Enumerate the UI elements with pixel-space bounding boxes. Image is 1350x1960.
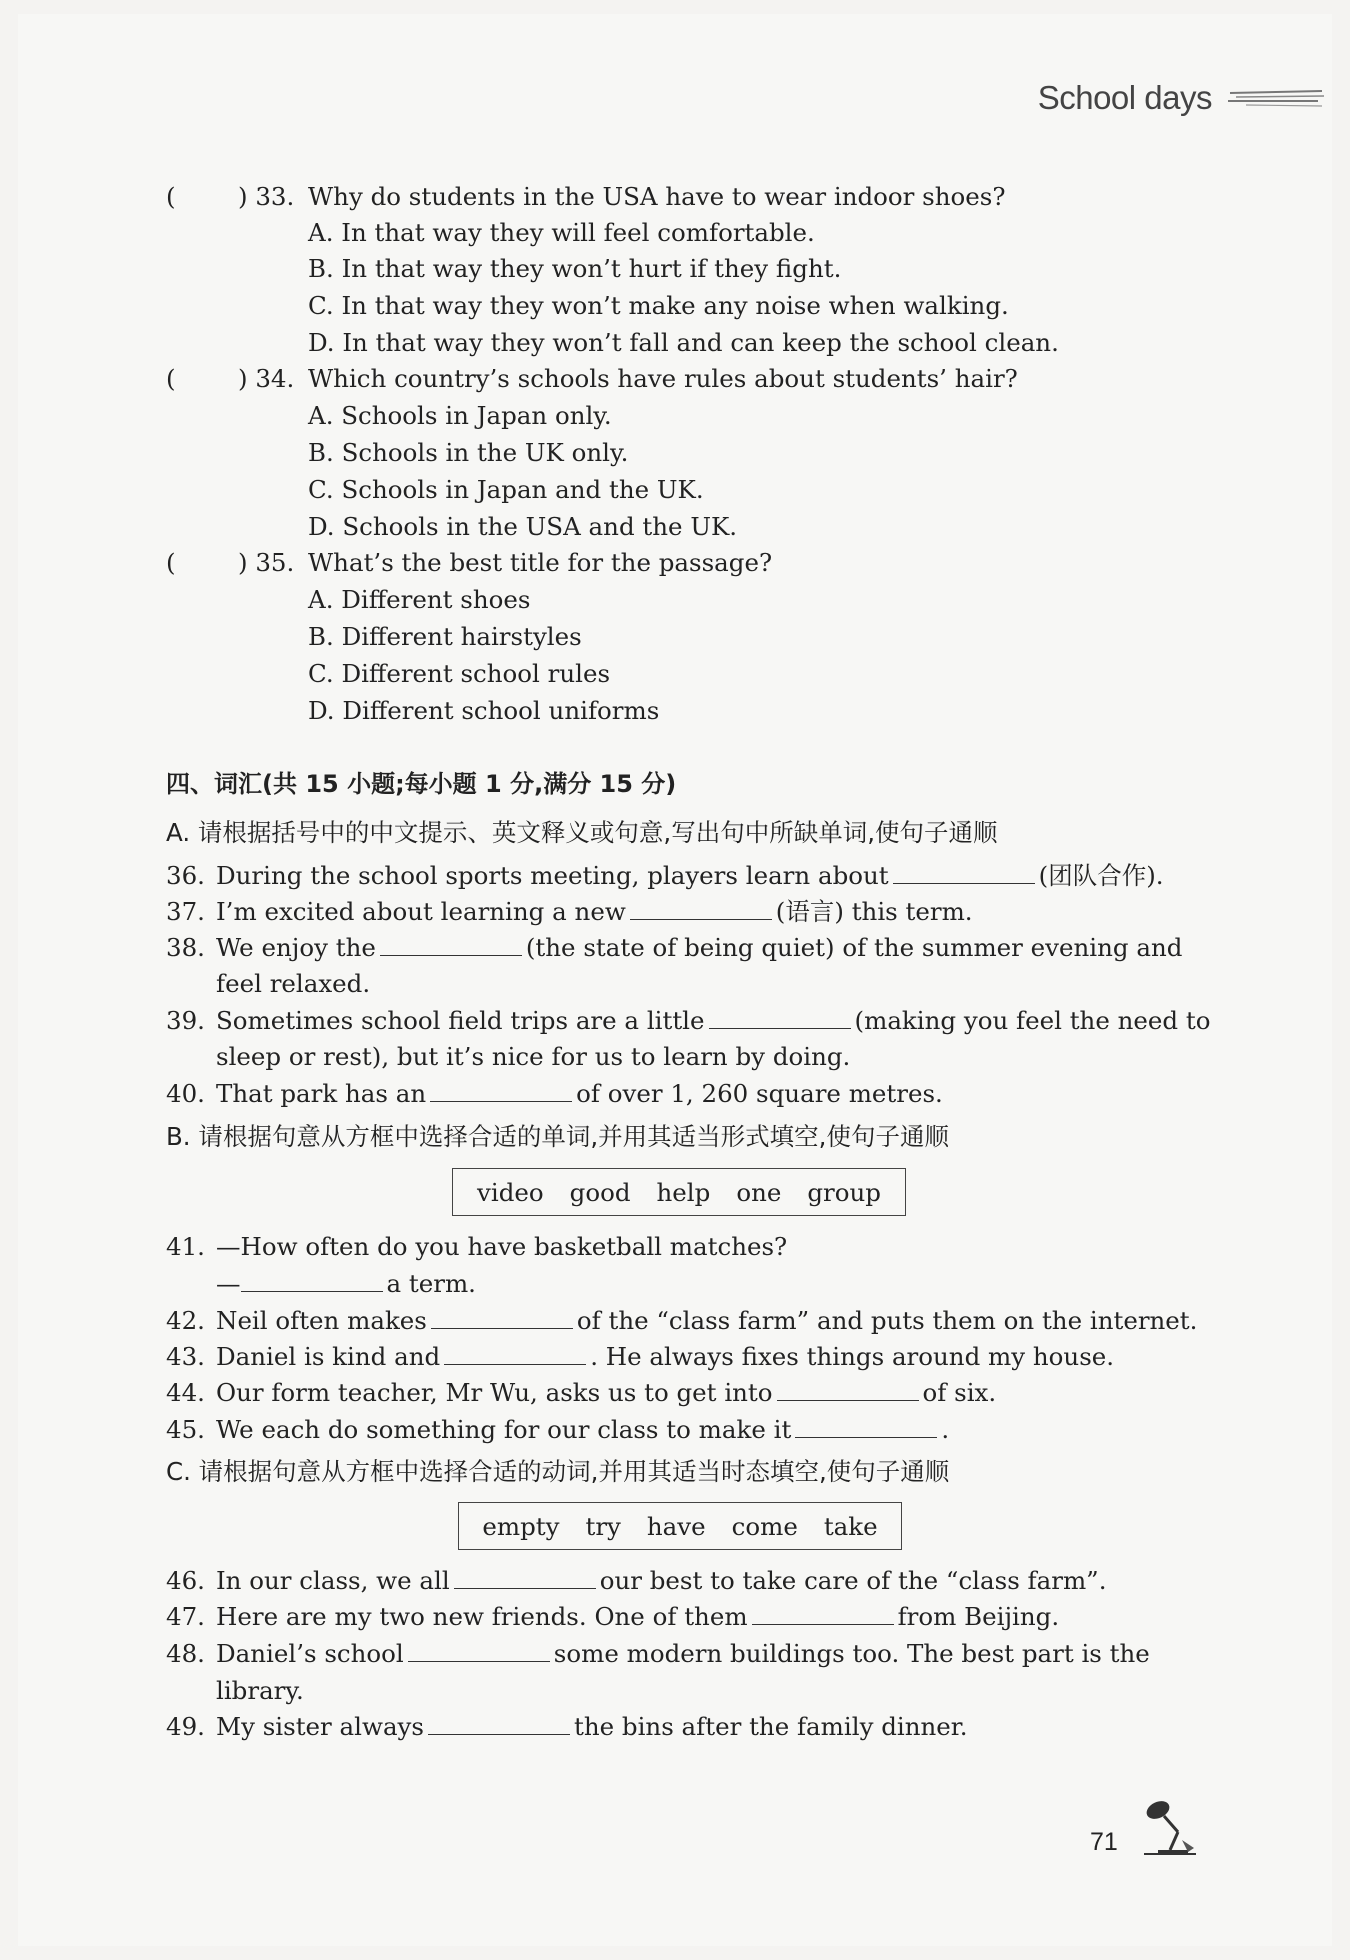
item-number: 40. <box>166 1079 205 1108</box>
item-41 <box>166 1231 787 1263</box>
word-option: try <box>585 1511 621 1541</box>
answer-blank[interactable] <box>408 1639 550 1662</box>
word-box-c <box>458 1502 902 1550</box>
item-text-before: Our form teacher, Mr Wu, asks us to get into <box>216 1378 773 1407</box>
answer-blank[interactable] <box>752 1602 894 1625</box>
item-38 <box>166 932 1182 964</box>
item-text-after: . <box>941 1415 950 1444</box>
item-42 <box>166 1305 1197 1337</box>
word-option: have <box>646 1511 706 1541</box>
item-48-continuation: library. <box>216 1676 304 1705</box>
item-text-after: of over 1, 260 square metres. <box>576 1079 943 1108</box>
item-text-before: During the school sports meeting, players learn about <box>216 861 889 890</box>
item-number: 41. <box>166 1232 205 1261</box>
option-d: D. Different school uniforms <box>308 696 660 725</box>
header-speed-lines-icon <box>1226 85 1326 111</box>
word-option: help <box>656 1177 711 1207</box>
question-number: ) 33. <box>238 182 295 211</box>
item-number: 48. <box>166 1639 205 1668</box>
item-number: 39. <box>166 1006 205 1035</box>
answer-blank[interactable] <box>430 1079 572 1102</box>
item-47 <box>166 1601 1059 1633</box>
item-46 <box>166 1565 1107 1597</box>
item-number: 43. <box>166 1342 205 1371</box>
item-number: 44. <box>166 1378 205 1407</box>
question-number: ) 35. <box>238 548 295 577</box>
dash: — <box>216 1269 241 1298</box>
item-text-before: I’m excited about learning a new <box>216 897 626 926</box>
item-number: 46. <box>166 1566 205 1595</box>
word-option: one <box>736 1177 782 1207</box>
header-title: School days <box>1037 79 1212 116</box>
item-text-after: some modern buildings too. The best part is the <box>553 1639 1150 1668</box>
answer-blank[interactable] <box>630 897 772 920</box>
item-text-after: from Beijing. <box>897 1602 1060 1631</box>
option-d: D. In that way they won’t fall and can keep the school clean. <box>308 328 1059 357</box>
word-option: take <box>823 1511 878 1541</box>
item-text-before: We enjoy the <box>216 933 376 962</box>
answer-paren[interactable]: ( <box>166 182 176 211</box>
word-option: come <box>731 1511 798 1541</box>
section-heading: 四、词汇(共 15 小题;每小题 1 分,满分 15 分) <box>166 770 677 798</box>
item-number: 49. <box>166 1712 205 1741</box>
part-a-instruction: A. 请根据括号中的中文提示、英文释义或句意,写出句中所缺单词,使句子通顺 <box>166 818 998 847</box>
question-stem: Which country’s schools have rules about students’ hair? <box>308 364 1018 393</box>
item-number: 47. <box>166 1602 205 1631</box>
item-text-before: We each do something for our class to make it <box>216 1415 792 1444</box>
answer-blank[interactable] <box>709 1006 851 1029</box>
item-39 <box>166 1005 1210 1037</box>
answer-paren[interactable]: ( <box>166 364 176 393</box>
item-number: 42. <box>166 1306 205 1335</box>
item-49 <box>166 1711 968 1743</box>
item-41-answer-line <box>216 1268 476 1300</box>
item-text-before: Neil often makes <box>216 1306 427 1335</box>
item-text-before: Daniel is kind and <box>216 1342 441 1371</box>
answer-blank[interactable] <box>893 861 1035 884</box>
item-43 <box>166 1341 1114 1373</box>
item-text-after: our best to take care of the “class farm”. <box>599 1566 1107 1595</box>
word-option: good <box>569 1177 631 1207</box>
item-number: 37. <box>166 897 205 926</box>
part-b-instruction: B. 请根据句意从方框中选择合适的单词,并用其适当形式填空,使句子通顺 <box>166 1122 949 1151</box>
item-37 <box>166 896 973 928</box>
answer-blank[interactable] <box>380 933 522 956</box>
item-number: 36. <box>166 861 205 890</box>
item-text-after: (语言) this term. <box>775 897 973 926</box>
answer-blank[interactable] <box>777 1378 919 1401</box>
option-a: A. In that way they will feel comfortable. <box>308 218 815 247</box>
item-text-before: In our class, we all <box>216 1566 450 1595</box>
item-36 <box>166 860 1164 892</box>
item-text-after: (making you feel the need to <box>854 1006 1211 1035</box>
question-number: ) 34. <box>238 364 295 393</box>
running-header <box>1038 78 1326 118</box>
item-48 <box>166 1638 1150 1670</box>
option-a: A. Schools in Japan only. <box>308 401 612 430</box>
item-45 <box>166 1414 949 1446</box>
item-text-after: a term. <box>386 1269 476 1298</box>
item-text-before: My sister always <box>216 1712 424 1741</box>
option-d: D. Schools in the USA and the UK. <box>308 512 738 541</box>
option-c: C. Different school rules <box>308 659 611 688</box>
item-text-before: Here are my two new friends. One of them <box>216 1602 748 1631</box>
item-text-after: of the “class farm” and puts them on the internet. <box>576 1306 1198 1335</box>
option-b: B. Schools in the UK only. <box>308 438 629 467</box>
word-option: group <box>807 1177 881 1207</box>
question-stem: Why do students in the USA have to wear indoor shoes? <box>308 182 1006 211</box>
option-c: C. In that way they won’t make any noise when walking. <box>308 291 1009 320</box>
answer-blank[interactable] <box>241 1269 383 1292</box>
item-number: 38. <box>166 933 205 962</box>
answer-blank[interactable] <box>428 1712 570 1735</box>
answer-paren[interactable]: ( <box>166 548 176 577</box>
item-text-after: of six. <box>922 1378 997 1407</box>
page-number: 71 <box>1090 1828 1118 1856</box>
part-c-instruction: C. 请根据句意从方框中选择合适的动词,并用其适当时态填空,使句子通顺 <box>166 1457 950 1486</box>
answer-blank[interactable] <box>454 1566 596 1589</box>
word-option: empty <box>482 1511 560 1541</box>
answer-blank[interactable] <box>444 1342 586 1365</box>
answer-blank[interactable] <box>795 1415 937 1438</box>
item-38-continuation: feel relaxed. <box>216 969 371 998</box>
option-a: A. Different shoes <box>308 585 531 614</box>
item-text-before: —How often do you have basketball matches? <box>216 1232 788 1261</box>
item-44 <box>166 1377 996 1409</box>
item-39-continuation: sleep or rest), but it’s nice for us to learn by doing. <box>216 1042 851 1071</box>
item-text-before: That park has an <box>216 1079 427 1108</box>
item-text-after: the bins after the family dinner. <box>573 1712 968 1741</box>
item-number: 45. <box>166 1415 205 1444</box>
desk-lamp-icon <box>1138 1796 1202 1860</box>
item-text-after: (the state of being quiet) of the summer evening and <box>525 933 1183 962</box>
word-box-b <box>452 1168 906 1216</box>
option-c: C. Schools in Japan and the UK. <box>308 475 704 504</box>
option-b: B. In that way they won’t hurt if they fight. <box>308 254 842 283</box>
answer-blank[interactable] <box>431 1306 573 1329</box>
item-text-before: Sometimes school field trips are a little <box>216 1006 705 1035</box>
option-b: B. Different hairstyles <box>308 622 582 651</box>
item-text-before: Daniel’s school <box>216 1639 404 1668</box>
item-text-after: . He always fixes things around my house. <box>590 1342 1115 1371</box>
question-stem: What’s the best title for the passage? <box>308 548 773 577</box>
item-text-after: (团队合作). <box>1038 861 1164 890</box>
item-40 <box>166 1078 943 1110</box>
word-option: video <box>477 1177 544 1207</box>
